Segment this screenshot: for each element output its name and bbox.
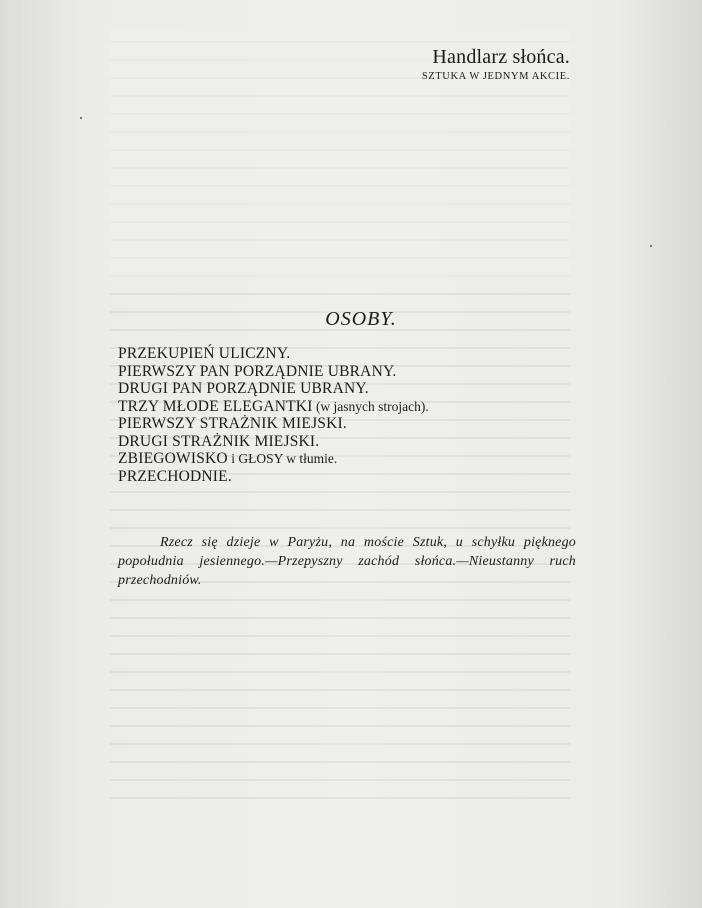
play-title: Handlarz słońca.	[432, 46, 570, 68]
page-speck	[650, 245, 652, 247]
cast-item-name: ZBIEGOWISKO	[118, 450, 228, 467]
cast-item-name: PIERWSZY PAN PORZĄDNIE UBRANY.	[118, 362, 397, 380]
cast-item	[118, 363, 429, 381]
stage-direction: Rzecz się dzieje w Paryżu, na moście Sztuk, u schyłku pięknego popołudnia jesiennego.—Przepyszny zachód słońca.—Nieustanny ruch przechodniów.	[118, 535, 576, 588]
cast-item-note: (w jasnych strojach).	[312, 398, 429, 414]
cast-list	[118, 345, 429, 485]
cast-item-name: PRZEKUPIEŃ ULICZNY.	[118, 345, 291, 362]
cast-item-name: DRUGI PAN PORZĄDNIE UBRANY.	[118, 380, 369, 397]
cast-item	[118, 468, 429, 486]
cast-item	[118, 398, 429, 416]
cast-item	[118, 415, 429, 433]
play-subtitle: SZTUKA W JEDNYM AKCIE.	[421, 71, 570, 82]
page-header	[422, 46, 570, 82]
cast-item-name: PIERWSZY STRAŻNIK MIEJSKI.	[118, 415, 347, 432]
cast-item	[118, 380, 429, 398]
cast-item	[118, 345, 429, 363]
cast-item	[118, 433, 429, 451]
cast-heading: OSOBY.	[325, 308, 397, 330]
cast-item-name: TRZY MŁODE ELEGANTKI	[118, 397, 313, 415]
cast-item-name: PRZECHODNIE.	[118, 467, 232, 485]
cast-item-name: DRUGI STRAŻNIK MIEJSKI.	[118, 432, 320, 450]
cast-item-note: i GŁOSY w tłumie.	[227, 451, 338, 466]
cast-item	[118, 450, 429, 468]
page-speck	[80, 117, 82, 119]
